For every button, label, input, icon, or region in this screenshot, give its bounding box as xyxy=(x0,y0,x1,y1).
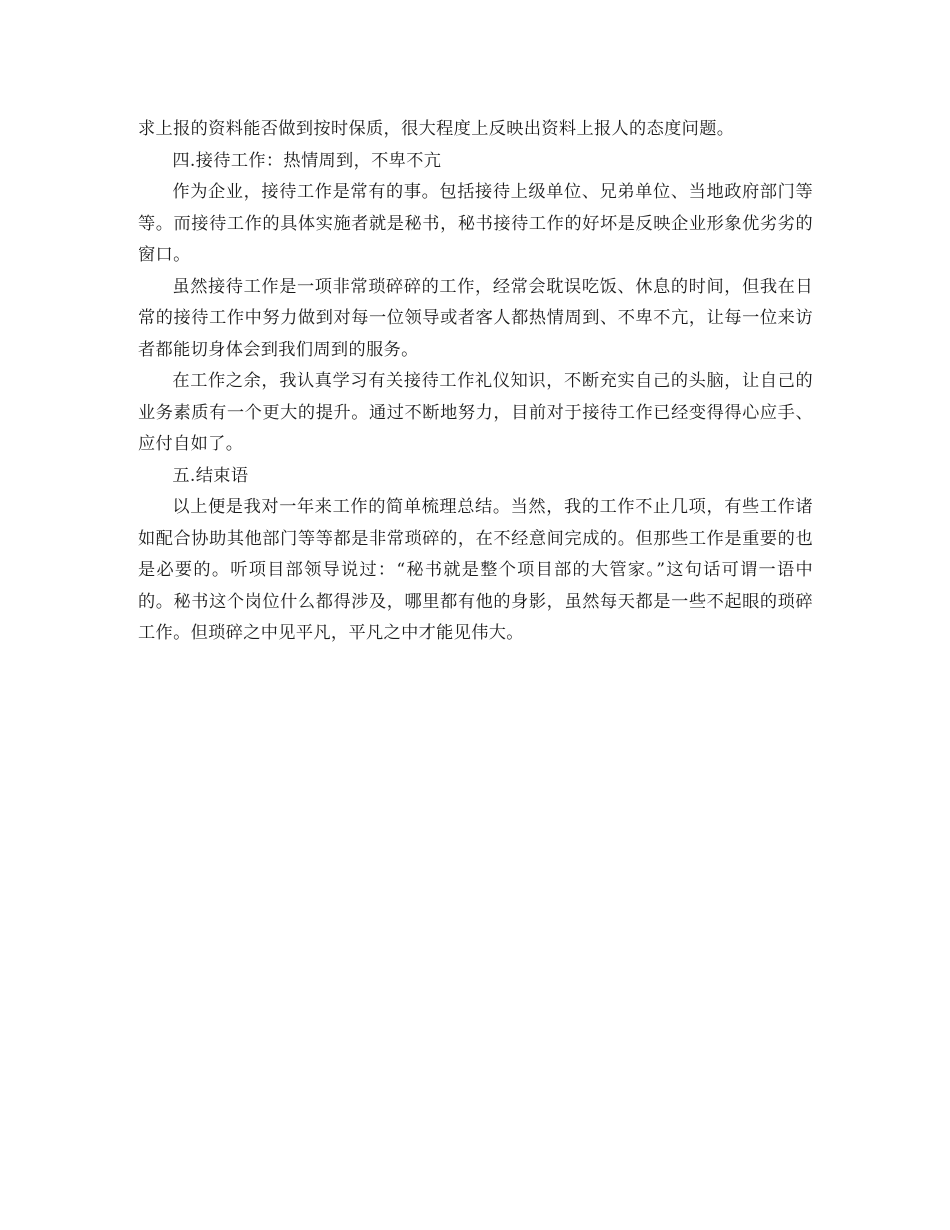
paragraph-reception-intro: 作为企业，接待工作是常有的事。包括接待上级单位、兄弟单位、当地政府部门等等。而接待工作的具体实施者就是秘书，秘书接待工作的好坏是反映企业形象优劣劣的窗口。 xyxy=(138,182,813,265)
section-heading-reception: 四.接待工作：热情周到，不卑不亢 xyxy=(172,150,442,171)
paragraph-reception-study: 在工作之余，我认真学习有关接待工作礼仪知识，不断充实自己的头脑，让自己的业务素质有一个更大的提升。通过不断地努力，目前对于接待工作已经变得得心应手、应付自如了。 xyxy=(138,371,813,454)
section-heading-conclusion: 五.结束语 xyxy=(172,465,249,486)
paragraph-conclusion: 以上便是我对一年来工作的简单梳理总结。当然，我的工作不止几项，有些工作诸如配合协助其他部门等等都是非常琐碎的，在不经意间完成的。但那些工作是重要的也是必要的。听项目部领导说过：“秘书就是整个项目部的大管家。”这句话可谓一语中的。秘书这个岗位什么都得涉及，哪里都有他的身影，虽然每天都是一些不起眼的琐碎工作。但琐碎之中见平凡，平凡之中才能见伟大。 xyxy=(138,497,813,643)
paragraph-continued: 求上报的资料能否做到按时保质，很大程度上反映出资料上报人的态度问题。 xyxy=(138,119,735,139)
document-body xyxy=(138,114,813,650)
paragraph-reception-effort: 虽然接待工作是一项非常琐碎碎的工作，经常会耽误吃饭、休息的时间，但我在日常的接待工作中努力做到对每一位领导或者客人都热情周到、不卑不亢，让每一位来访者都能切身体会到我们周到的服务。 xyxy=(138,276,813,360)
